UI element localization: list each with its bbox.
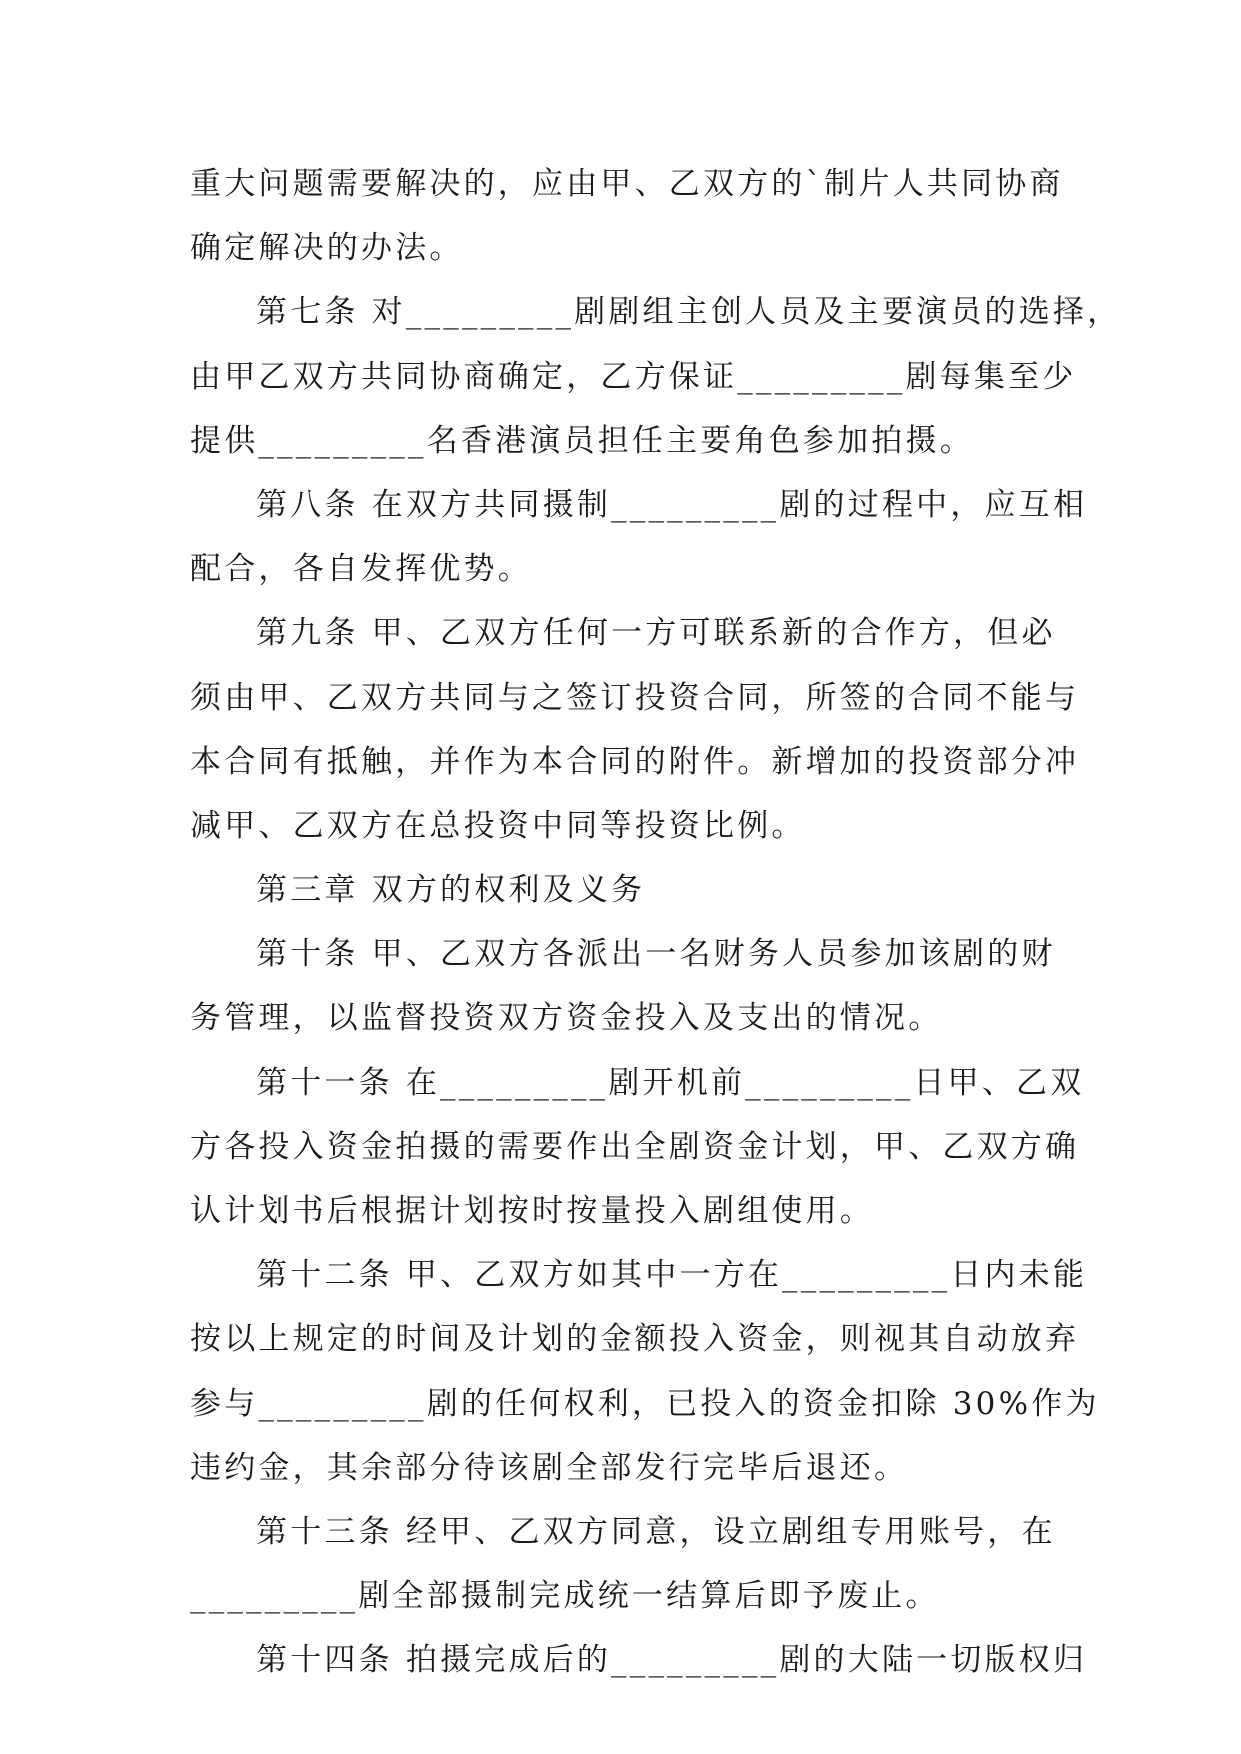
article-13-line: 第十三条 经甲、乙双方同意，设立剧组专用账号，在 [256, 1513, 1056, 1550]
document-page [190, 152, 1122, 1693]
text-line: 提供_________名香港演员担任主要角色参加拍摄。 [190, 422, 974, 459]
article-9-line: 第九条 甲、乙双方任何一方可联系新的合作方，但必 [256, 615, 1056, 652]
article-12-line: 第十二条 甲、乙双方如其中一方在_________日内未能 [256, 1257, 1088, 1294]
article-14-line: 第十四条 拍摄完成后的_________剧的大陆一切版权归 [256, 1642, 1088, 1679]
text-line: 违约金，其余部分待该剧全部发行完毕后退还。 [190, 1449, 909, 1486]
chapter-3-heading: 第三章 双方的权利及义务 [256, 872, 646, 909]
text-line: 须由甲、乙双方共同与之签订投资合同，所签的合同不能与 [190, 679, 1080, 716]
text-line: 确定解决的办法。 [190, 230, 464, 267]
text-line: 本合同有抵触，并作为本合同的附件。新增加的投资部分冲 [190, 743, 1080, 780]
text-line: 认计划书后根据计划按时按量投入剧组使用。 [190, 1193, 874, 1229]
text-line: 务管理，以监督投资双方资金投入及支出的情况。 [190, 1000, 943, 1037]
article-10-line: 第十条 甲、乙双方各派出一名财务人员参加该剧的财 [256, 936, 1056, 973]
text-line: 由甲乙双方共同协商确定，乙方保证_________剧每集至少 [190, 358, 1077, 395]
article-11-line: 第十一条 在_________剧开机前_________日甲、乙双 [256, 1064, 1085, 1101]
text-line: 减甲、乙双方在总投资中同等投资比例。 [190, 807, 806, 844]
text-line: 重大问题需要解决的，应由甲、乙双方的`制片人共同协商 [190, 166, 1064, 202]
text-line: _________剧全部摄制完成统一结算后即予废止。 [190, 1578, 940, 1615]
text-line: 方各投入资金拍摄的需要作出全剧资金计划，甲、乙双方确 [190, 1128, 1080, 1165]
article-8-line: 第八条 在双方共同摄制_________剧的过程中，应互相 [256, 486, 1088, 523]
article-7-line: 第七条 对_________剧剧组主创人员及主要演员的选择， [256, 294, 1122, 331]
text-line: 参与_________剧的任何权利，已投入的资金扣除 30%作为 [190, 1385, 1100, 1422]
text-line: 配合，各自发挥优势。 [190, 551, 532, 588]
text-line: 按以上规定的时间及计划的金额投入资金，则视其自动放弃 [190, 1321, 1080, 1358]
